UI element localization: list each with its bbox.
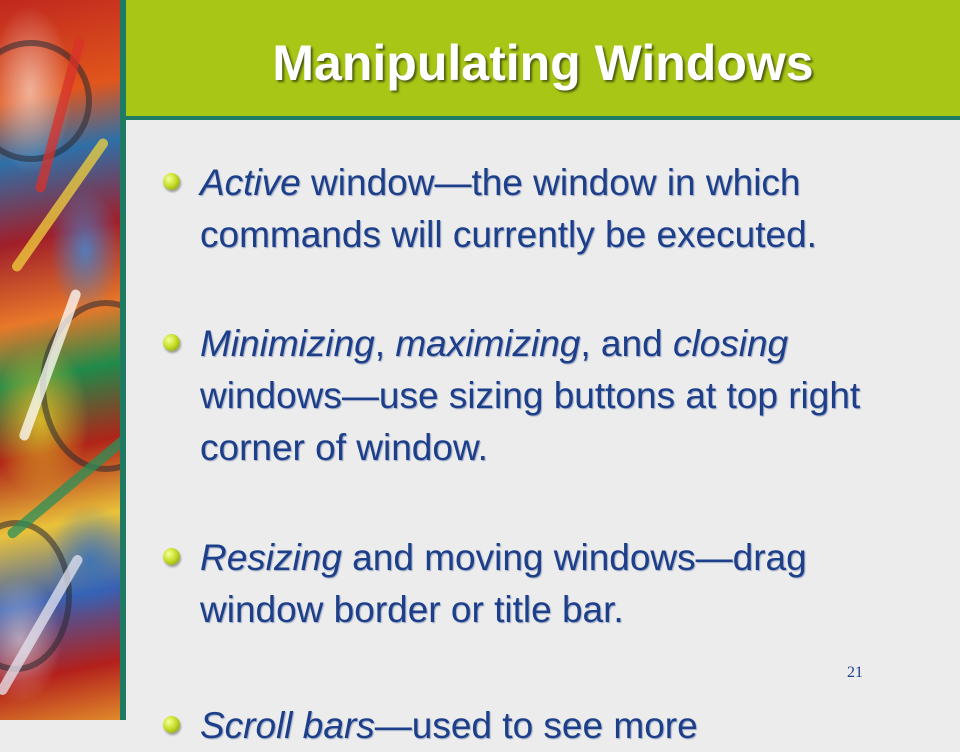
bullet-item — [200, 532, 910, 636]
text-run: , and — [580, 323, 673, 364]
page-number: 21 — [847, 664, 863, 681]
bullet-dot-icon — [163, 716, 180, 733]
text-run: —used to see more — [374, 705, 698, 746]
italic-term: Scroll bars — [200, 705, 375, 746]
bullet-text — [200, 162, 817, 255]
bullet-dot-icon — [163, 334, 180, 351]
italic-term: Active — [200, 162, 301, 203]
bullet-item — [200, 318, 910, 474]
bullet-dot-icon — [163, 173, 180, 190]
bullet-text — [200, 537, 807, 630]
bullet-text — [200, 705, 698, 746]
text-run: , — [374, 323, 396, 364]
text-run: windows—use sizing buttons at top right corner of window. — [200, 375, 861, 468]
bullet-text — [200, 323, 860, 468]
bullet-dot-icon — [163, 548, 180, 565]
italic-term: Minimizing — [200, 323, 375, 364]
text-run: and moving windows—drag window border or title bar. — [200, 537, 807, 630]
bullet-item — [200, 157, 910, 261]
italic-term: closing — [672, 323, 789, 364]
slide-title: Manipulating Windows — [272, 35, 814, 91]
decorative-painting — [0, 0, 120, 720]
bullet-item — [200, 700, 910, 752]
italic-term: Resizing — [200, 537, 342, 578]
text-run: window—the window in which commands will currently be executed. — [200, 162, 817, 255]
italic-term: maximizing — [395, 323, 581, 364]
